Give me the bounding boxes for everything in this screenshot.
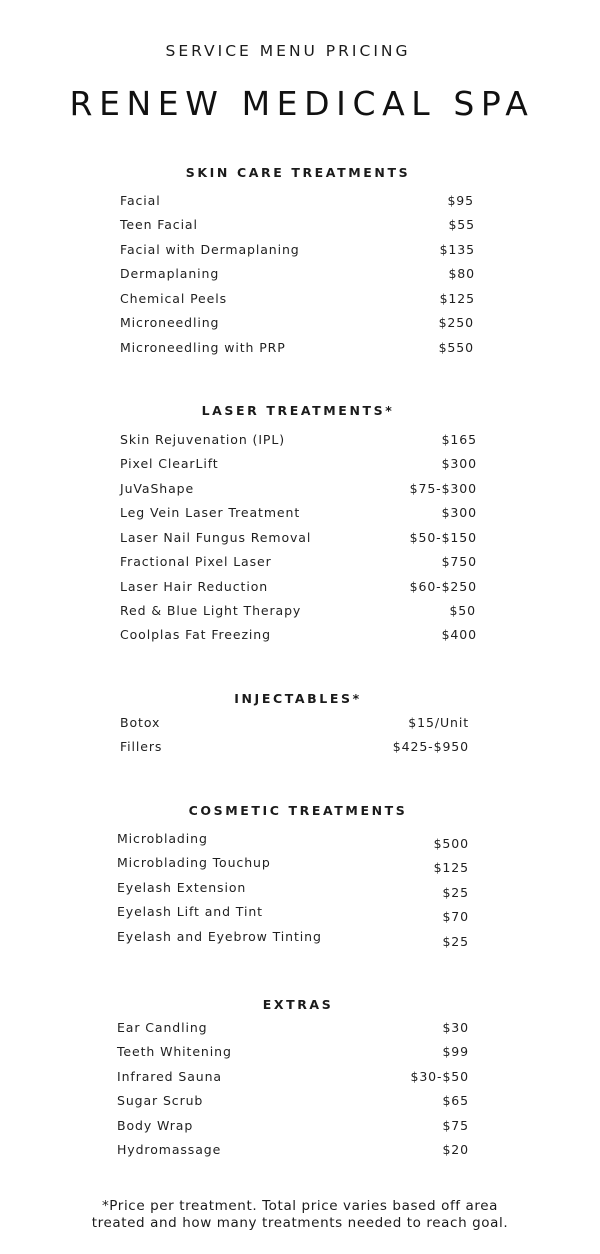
item-price: $125 [433, 860, 469, 875]
section-heading-injectables: INJECTABLES* [234, 691, 362, 706]
item-price: $500 [433, 836, 469, 851]
list-item [120, 193, 474, 209]
item-name: Laser Hair Reduction [120, 579, 269, 594]
list-item [117, 1093, 469, 1109]
section-heading-laser: LASER TREATMENTS* [201, 403, 395, 418]
list-item [117, 1118, 469, 1134]
item-name: Sugar Scrub [117, 1093, 204, 1108]
item-name: Eyelash and Eyebrow Tinting [117, 929, 322, 944]
list-item [117, 1142, 469, 1158]
section-heading-cosmetic: COSMETIC TREATMENTS [188, 803, 408, 818]
item-name: Body Wrap [117, 1118, 194, 1133]
item-price: $65 [442, 1093, 469, 1108]
list-item [120, 481, 477, 497]
list-item [120, 739, 469, 755]
item-name: Skin Rejuvenation (IPL) [120, 432, 285, 447]
item-price: $50-$150 [409, 530, 477, 545]
item-price: $75-$300 [409, 481, 477, 496]
item-name: Hydromassage [117, 1142, 222, 1157]
item-price: $165 [441, 432, 477, 447]
list-item [120, 242, 475, 258]
item-price: $125 [439, 291, 475, 306]
list-item [120, 579, 477, 595]
item-price: $30 [442, 1020, 469, 1035]
list-item [120, 456, 477, 472]
item-price: $25 [442, 934, 469, 949]
item-name: Infrared Sauna [117, 1069, 222, 1084]
list-item [120, 217, 475, 233]
page-title: RENEW MEDICAL SPA [69, 84, 535, 123]
list-item [120, 266, 475, 282]
section-heading-skin-care: SKIN CARE TREATMENTS [185, 165, 411, 180]
item-name: Dermaplaning [120, 266, 220, 281]
item-price: $300 [441, 456, 477, 471]
footnote-line-2: treated and how many treatments needed to reach goal. [91, 1215, 509, 1231]
item-price: $400 [441, 627, 477, 642]
footnote-line-1: *Price per treatment. Total price varies based off area [101, 1198, 499, 1214]
item-name: Laser Nail Fungus Removal [120, 530, 312, 545]
list-item [120, 432, 477, 448]
list-item [117, 904, 469, 926]
list-item [120, 554, 477, 570]
item-name: Pixel ClearLift [120, 456, 219, 471]
item-name: Coolplas Fat Freezing [120, 627, 271, 642]
item-price: $250 [438, 315, 474, 330]
item-price: $60-$250 [409, 579, 477, 594]
list-item [120, 315, 474, 331]
item-name: Leg Vein Laser Treatment [120, 505, 301, 520]
item-price: $80 [448, 266, 475, 281]
list-item [120, 505, 477, 521]
list-item [117, 929, 469, 951]
item-price: $70 [442, 909, 469, 924]
item-name: Ear Candling [117, 1020, 208, 1035]
item-name: Microblading Touchup [117, 855, 271, 870]
item-name: Facial [120, 193, 161, 208]
list-item [117, 1020, 469, 1036]
list-item [120, 291, 475, 307]
item-price: $135 [439, 242, 475, 257]
item-price: $25 [442, 885, 469, 900]
item-name: Teeth Whitening [117, 1044, 232, 1059]
list-item [120, 340, 474, 356]
list-item [120, 715, 469, 731]
item-price: $20 [442, 1142, 469, 1157]
item-name: Botox [120, 715, 161, 730]
item-name: Red & Blue Light Therapy [120, 603, 302, 618]
item-name: Chemical Peels [120, 291, 228, 306]
item-price: $425-$950 [392, 739, 469, 754]
item-price: $50 [449, 603, 476, 618]
item-name: Eyelash Extension [117, 880, 247, 895]
footnote [0, 1198, 600, 1232]
list-item [117, 880, 469, 902]
page-subtitle: SERVICE MENU PRICING [165, 42, 411, 60]
item-price: $30-$50 [410, 1069, 469, 1084]
item-price: $550 [438, 340, 474, 355]
item-price: $15/Unit [408, 715, 469, 730]
list-item [117, 1069, 469, 1085]
item-price: $750 [441, 554, 477, 569]
item-name: Microneedling [120, 315, 220, 330]
list-item [117, 1044, 469, 1060]
item-name: Microblading [117, 831, 208, 846]
item-price: $75 [442, 1118, 469, 1133]
item-price: $55 [448, 217, 475, 232]
item-price: $99 [442, 1044, 469, 1059]
item-name: Facial with Dermaplaning [120, 242, 300, 257]
item-price: $95 [447, 193, 474, 208]
list-item [117, 855, 469, 877]
section-heading-extras: EXTRAS [262, 997, 334, 1012]
item-name: Teen Facial [120, 217, 198, 232]
item-name: Fillers [120, 739, 163, 754]
item-name: Microneedling with PRP [120, 340, 286, 355]
list-item [120, 603, 476, 619]
list-item [117, 831, 469, 853]
list-item [120, 627, 477, 643]
item-name: JuVaShape [120, 481, 195, 496]
list-item [120, 530, 477, 546]
item-name: Eyelash Lift and Tint [117, 904, 263, 919]
item-name: Fractional Pixel Laser [120, 554, 272, 569]
item-price: $300 [441, 505, 477, 520]
